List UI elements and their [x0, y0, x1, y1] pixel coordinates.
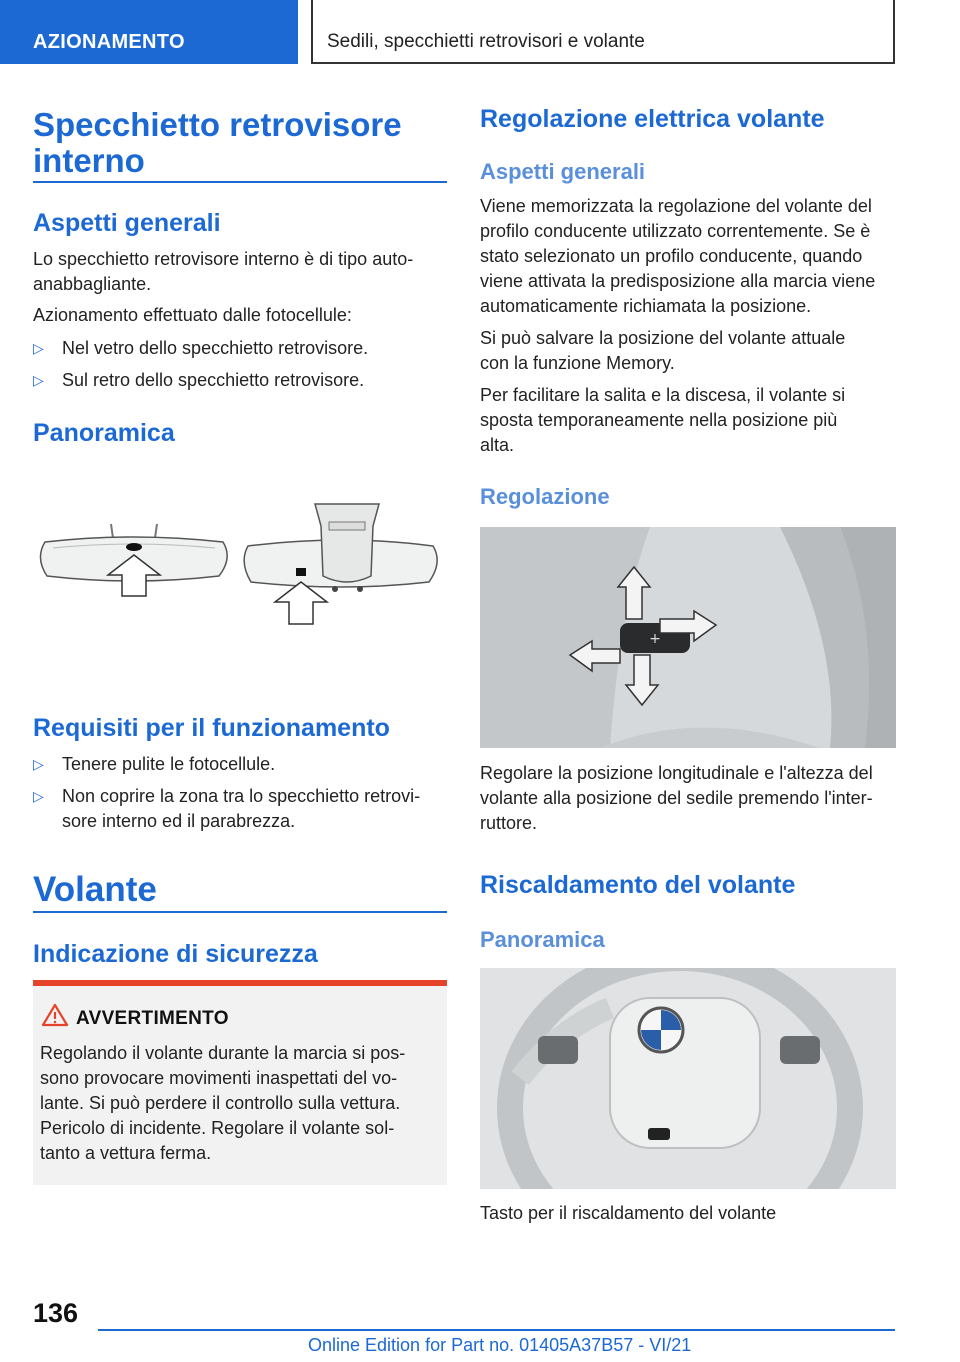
safety-heading: Indicazione di sicurezza: [33, 940, 318, 968]
heating-caption: Tasto per il riscaldamento del volante: [480, 1203, 777, 1223]
list-item-continuation: sore interno ed il parabrezza.: [62, 811, 296, 831]
mirror-title-line-1: Specchietto retrovisore: [33, 106, 402, 143]
list-item: ▷ Tenere pulite le fotocellule.: [33, 752, 447, 777]
mirror-title-line-2: interno: [33, 142, 145, 179]
warning-box: [33, 980, 447, 1185]
steering-adjust-switch-photo: [480, 527, 896, 748]
steering-wheel-title: Volante: [33, 870, 157, 909]
mirror-overview-heading: Panoramica: [33, 419, 175, 447]
electric-general-text: Viene memorizzata la regolazione del volante del profilo conducente utilizzato correntemente. Se è stato selezionato un profilo conducente, quando viene attivata la predisposizione alla marcia viene automaticamente richiamata la posizione.: [480, 196, 876, 316]
chapter-title: Sedili, specchietti retrovisori e volante: [311, 0, 895, 64]
electric-general-heading: Aspetti generali: [480, 159, 646, 184]
mirror-general-text-2: anabbagliante.: [33, 274, 152, 294]
warning-triangle-icon: [41, 1003, 69, 1027]
list-item: ▷ Nel vetro dello specchietto retrovisore.: [33, 336, 447, 361]
entry-text: Per facilitare la salita e la discesa, il volante si sposta temporaneamente nella posizione più alta.: [480, 385, 846, 455]
list-item: ▷ Sul retro dello specchietto retrovisore.: [33, 368, 447, 393]
bullet-icon: ▷: [33, 788, 44, 804]
electric-adjust-title: Regolazione elettrica volante: [480, 105, 825, 133]
photocell-intro: Azionamento effettuato dalle fotocellule:: [33, 305, 352, 325]
section-tab: AZIONAMENTO: [0, 0, 298, 64]
list-item: ▷ Non coprire la zona tra lo specchietto retrovi-: [33, 784, 447, 809]
warning-title: AVVERTIMENTO: [76, 1008, 229, 1029]
mirror-general-heading: Aspetti generali: [33, 209, 221, 237]
adjust-heading: Regolazione: [480, 484, 610, 509]
footer-rule: [98, 1329, 895, 1331]
warning-text: Regolando il volante durante la marcia si pos- sono provocare movimenti inaspettati del vo- lante. Si può perdere il controllo sulla vettura. Pericolo di incidente. Regolare il volante sol- tanto a vettura ferma.: [40, 1043, 406, 1163]
memory-text: Si può salvare la posizione del volante attuale con la funzione Memory.: [480, 328, 846, 373]
heating-title: Riscaldamento del volante: [480, 871, 796, 899]
page-number: 136: [33, 1298, 79, 1328]
bullet-icon: ▷: [33, 372, 44, 388]
adjust-caption: Regolare la posizione longitudinale e l'altezza del volante alla posizione del sedile premendo l'inter- ruttore.: [480, 763, 873, 833]
steering-wheel-photo: [480, 968, 896, 1189]
heating-overview-heading: Panoramica: [480, 927, 605, 952]
bullet-icon: ▷: [33, 340, 44, 356]
mirror-title-rule: [33, 181, 447, 183]
edition-note: Online Edition for Part no. 01405A37B57 - VI/21: [308, 1335, 692, 1355]
mirror-general-text-1: Lo specchietto retrovisore interno è di tipo auto-: [33, 249, 414, 269]
rearview-mirror-illustration: [33, 496, 447, 630]
steering-title-rule: [33, 911, 447, 913]
requirements-heading: Requisiti per il funzionamento: [33, 714, 390, 742]
bullet-icon: ▷: [33, 756, 44, 772]
svg-text:+: +: [649, 631, 661, 647]
